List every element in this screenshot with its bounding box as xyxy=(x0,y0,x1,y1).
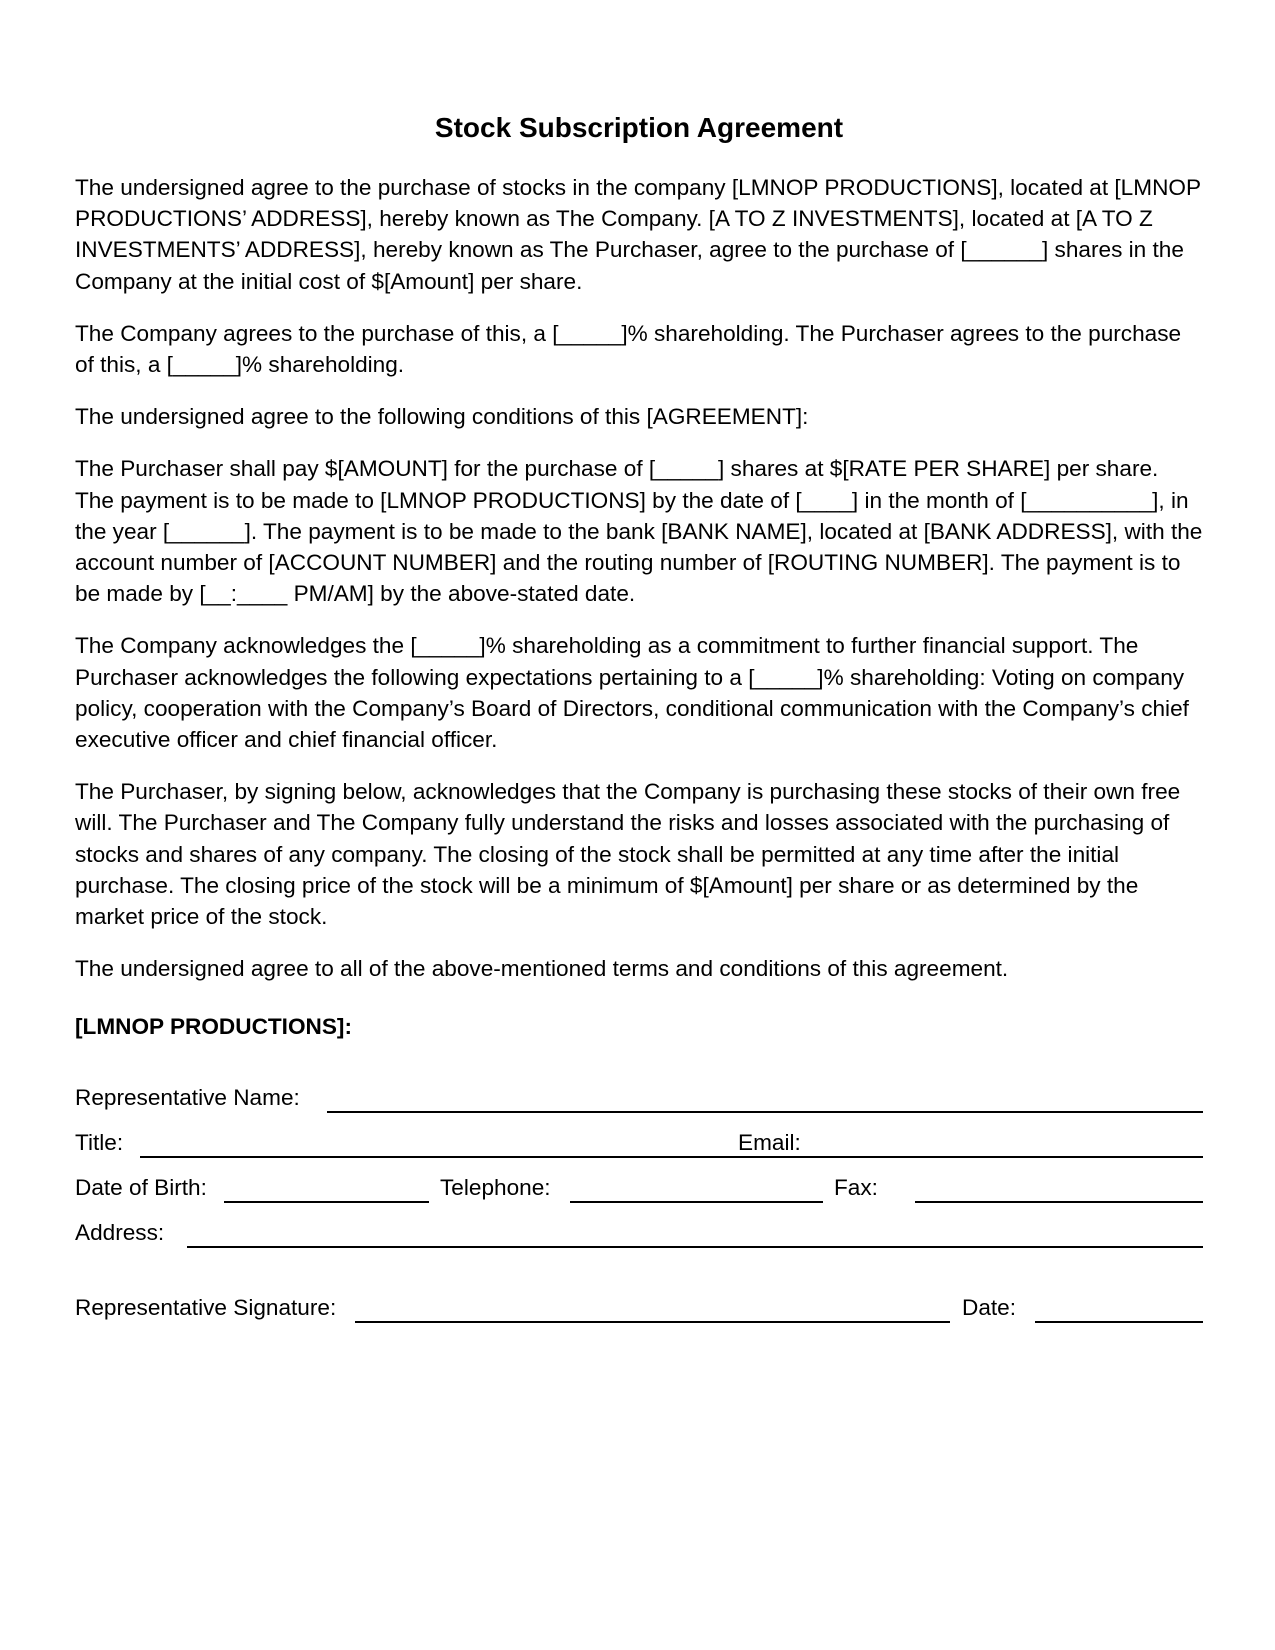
signature-field[interactable] xyxy=(355,1321,950,1323)
date-label: Date: xyxy=(962,1295,1017,1320)
signature-label: Representative Signature: xyxy=(75,1295,337,1320)
email-field[interactable] xyxy=(745,1156,1203,1158)
paragraph-agreement: The undersigned agree to all of the above-mentioned terms and conditions of this agreement. xyxy=(75,956,1009,982)
dob-field[interactable] xyxy=(224,1201,429,1203)
row-address xyxy=(75,1220,1203,1250)
email-label: Email: xyxy=(738,1130,801,1155)
paragraph-risks: The Purchaser, by signing below, acknowledges that the Company is purchasing these stocks of their own free will. The Purchaser and The Company fully understand the risks and losses associated with the purchasing of stocks and shares of any company. The closing of the stock shall be permitted at any time after the initial purchase. The closing price of the stock will be a minimum of $[Amount] per share or as determined by the market price of the stock. xyxy=(75,779,1181,930)
telephone-field[interactable] xyxy=(570,1201,823,1203)
address-label: Address: xyxy=(75,1220,165,1245)
document-title: Stock Subscription Agreement xyxy=(434,112,844,143)
paragraph-payment: The Purchaser shall pay $[AMOUNT] for the purchase of [_____] shares at $[RATE PER SHARE] per share. The payment is to be made to [LMNOP PRODUCTIONS] by the date of [____] in the month of [__________], in the year [______]. The payment is to be made to the bank [BANK NAME], located at [BANK ADDRESS], with the account number of [ACCOUNT NUMBER] and the routing number of [ROUTING NUMBER]. The payment is to be made by [__:____ PM/AM] by the above-stated date. xyxy=(75,456,1203,607)
rep-name-field[interactable] xyxy=(327,1111,1203,1113)
paragraph-parties: The undersigned agree to the purchase of stocks in the company [LMNOP PRODUCTIONS], located at [LMNOP PRODUCTIONS’ ADDRESS], hereby known as The Company. [A TO Z INVESTMENTS], located at [A TO Z INVESTMENTS’ ADDRESS], hereby known as The Purchaser, agree to the purchase of [______] shares in the Company at the initial cost of $[Amount] per share. xyxy=(75,175,1201,294)
title-field[interactable] xyxy=(140,1156,745,1158)
row-representative-name xyxy=(75,1085,1203,1115)
paragraph-conditions-intro: The undersigned agree to the following conditions of this [AGREEMENT]: xyxy=(75,404,809,430)
address-field[interactable] xyxy=(187,1246,1203,1248)
row-signature-date xyxy=(75,1295,1203,1325)
fax-field[interactable] xyxy=(915,1201,1203,1203)
title-label: Title: xyxy=(75,1130,124,1155)
row-title-email xyxy=(75,1130,1203,1160)
row-dob-phone-fax xyxy=(75,1175,1203,1205)
company-heading: [LMNOP PRODUCTIONS]: xyxy=(75,1014,352,1039)
dob-label: Date of Birth: xyxy=(75,1175,207,1200)
document-body xyxy=(75,172,1203,1005)
fax-label: Fax: xyxy=(834,1175,878,1200)
date-field[interactable] xyxy=(1035,1321,1203,1323)
paragraph-acknowledgement: The Company acknowledges the [_____]% shareholding as a commitment to further financial support. The Purchaser acknowledges the following expectations pertaining to a [_____]% shareholding: Voting on company policy, cooperation with the Company’s Board of Directors, conditional communication with the Company’s chief executive officer and chief financial officer. xyxy=(75,633,1189,753)
rep-name-label: Representative Name: xyxy=(75,1085,300,1110)
telephone-label: Telephone: xyxy=(440,1175,551,1200)
paragraph-shareholding: The Company agrees to the purchase of this, a [_____]% shareholding. The Purchaser agrees to the purchase of this, a [_____]% shareholding. xyxy=(75,320,1182,378)
